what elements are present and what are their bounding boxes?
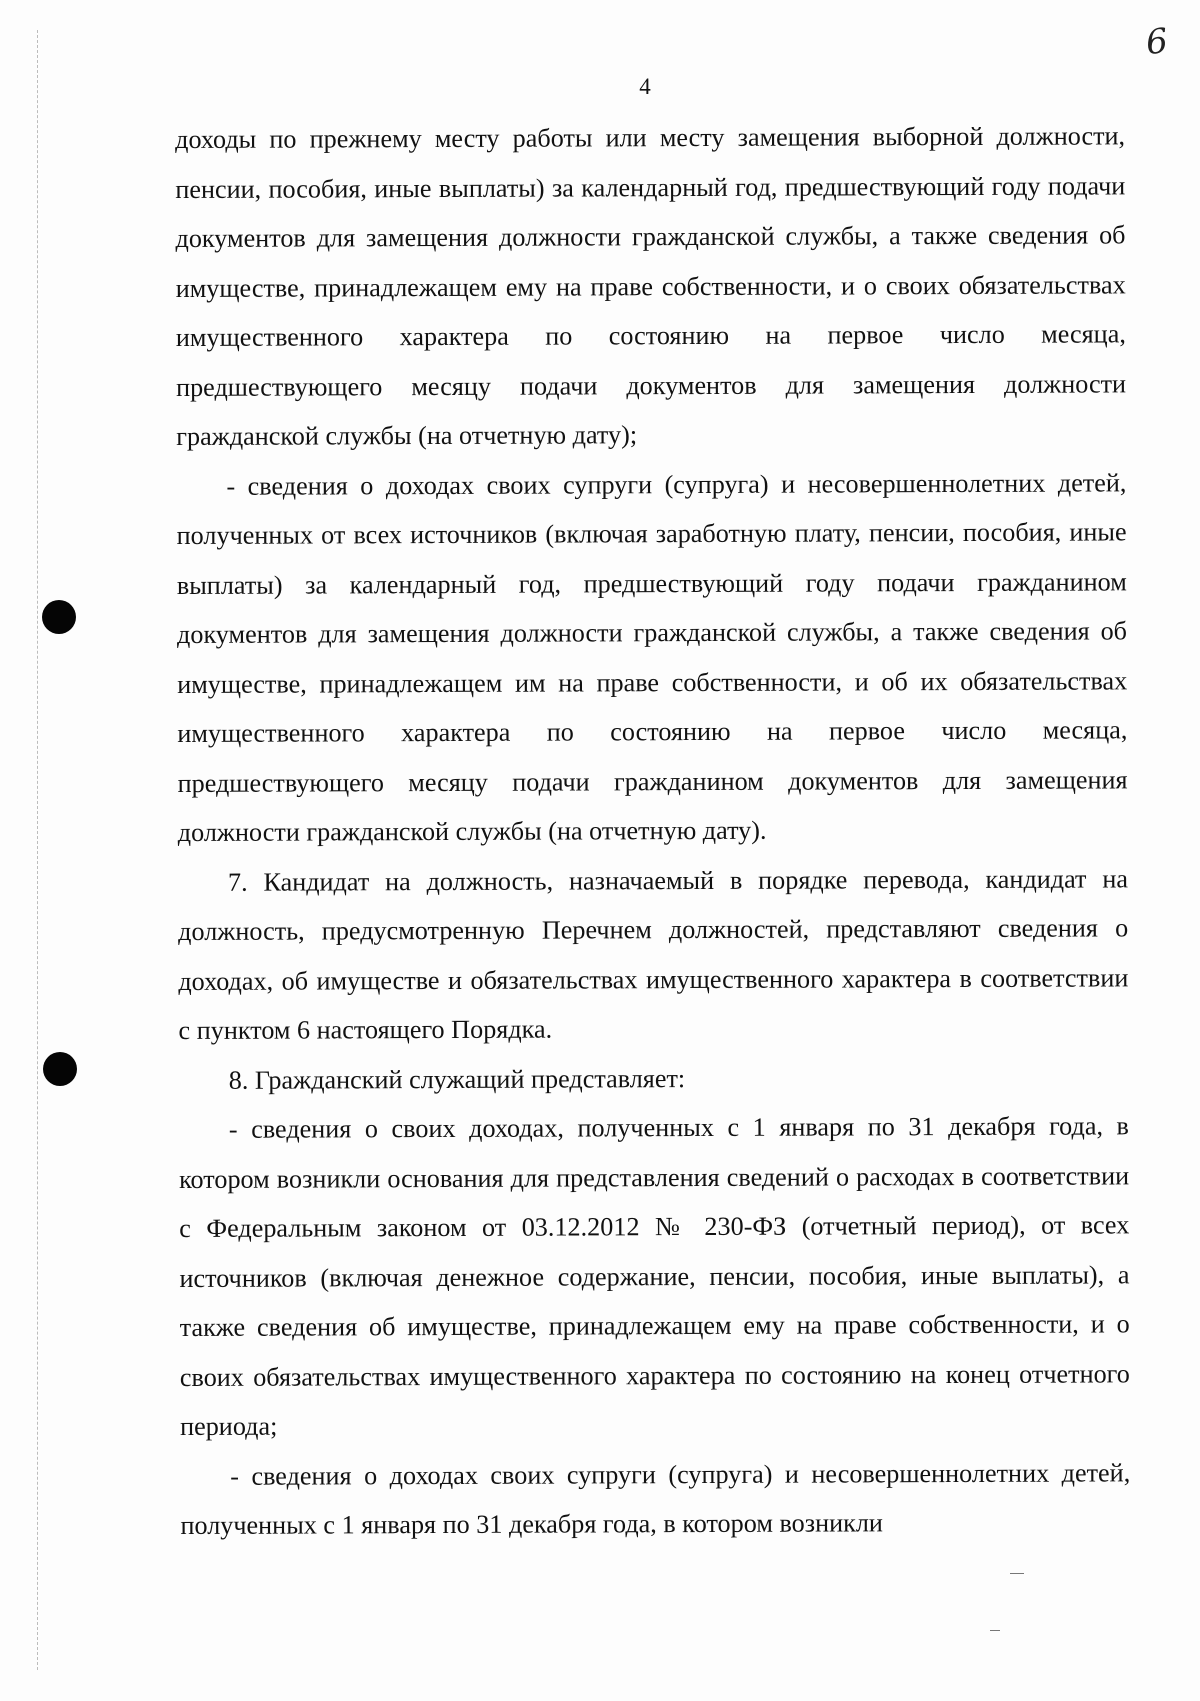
paragraph-own-income: - сведения о своих доходах, полученных с 1 января по 31 декабря года, в котором возникли основания для представления сведений о расходах в соответствии с Федеральным законом от 03.12.2012 № 230-ФЗ (отчетный период), от всех источников (включая денежное содержание, пенсии, пособия, иные выплаты), а также сведения об имуществе, принадлежащем ему на праве собственности, и о своих обязательствах имущественного характера по состоянию на конец отчетного периода;	[179, 1111, 1130, 1441]
paragraph-spouse-income-candidate: - сведения о доходах своих супруги (супруга) и несовершеннолетних детей, полученных от всех источников (включая заработную плату, пенсии, пособия, иные выплаты) за календарный год, предшествующий году подачи гражданином документов для замещения должности гражданской службы, а также сведения об имуществе, принадлежащем им на праве собственности, и об их обязательствах имущественного характера по состоянию на первое число месяца, предшествующего месяцу подачи гражданином документов для замещения должности гражданской службы (на отчетную дату).	[176, 467, 1128, 847]
scan-speck	[1010, 1573, 1024, 1574]
handwritten-page-mark: 6	[1143, 20, 1170, 64]
document-text-body	[175, 111, 1131, 1550]
paragraph-continuation: доходы по прежнему месту работы или месту замещения выборной должности, пенсии, пособия, иные выплаты) за календарный год, предшествующий году подачи документов для замещения должности гражданской службы, а также сведения об имуществе, принадлежащем ему на праве собственности, и о своих обязательствах имущественного характера по состоянию на первое число месяца, предшествующего месяцу подачи документов для замещения должности гражданской службы (на отчетную дату);	[175, 121, 1127, 451]
paragraph-spouse-income-employee: - сведения о доходах своих супруги (супруга) и несовершеннолетних детей, полученных с 1 января по 31 декабря года, в котором возникли	[180, 1457, 1131, 1540]
paragraph-item-8: 8. Гражданский служащий представляет:	[228, 1063, 686, 1095]
paragraph-item-7: 7. Кандидат на должность, назначаемый в порядке перевода, кандидат на должность, предусмотренную Перечнем должностей, представляют сведения о доходах, об имуществе и обязательствах имущественного характера в соответствии с пунктом 6 настоящего Порядка.	[178, 863, 1129, 1045]
page-number: 4	[639, 74, 651, 99]
scan-edge-line	[37, 30, 39, 1670]
hole-punch-mark	[43, 1052, 77, 1086]
hole-punch-mark	[42, 600, 76, 634]
scan-speck	[990, 1630, 1000, 1631]
